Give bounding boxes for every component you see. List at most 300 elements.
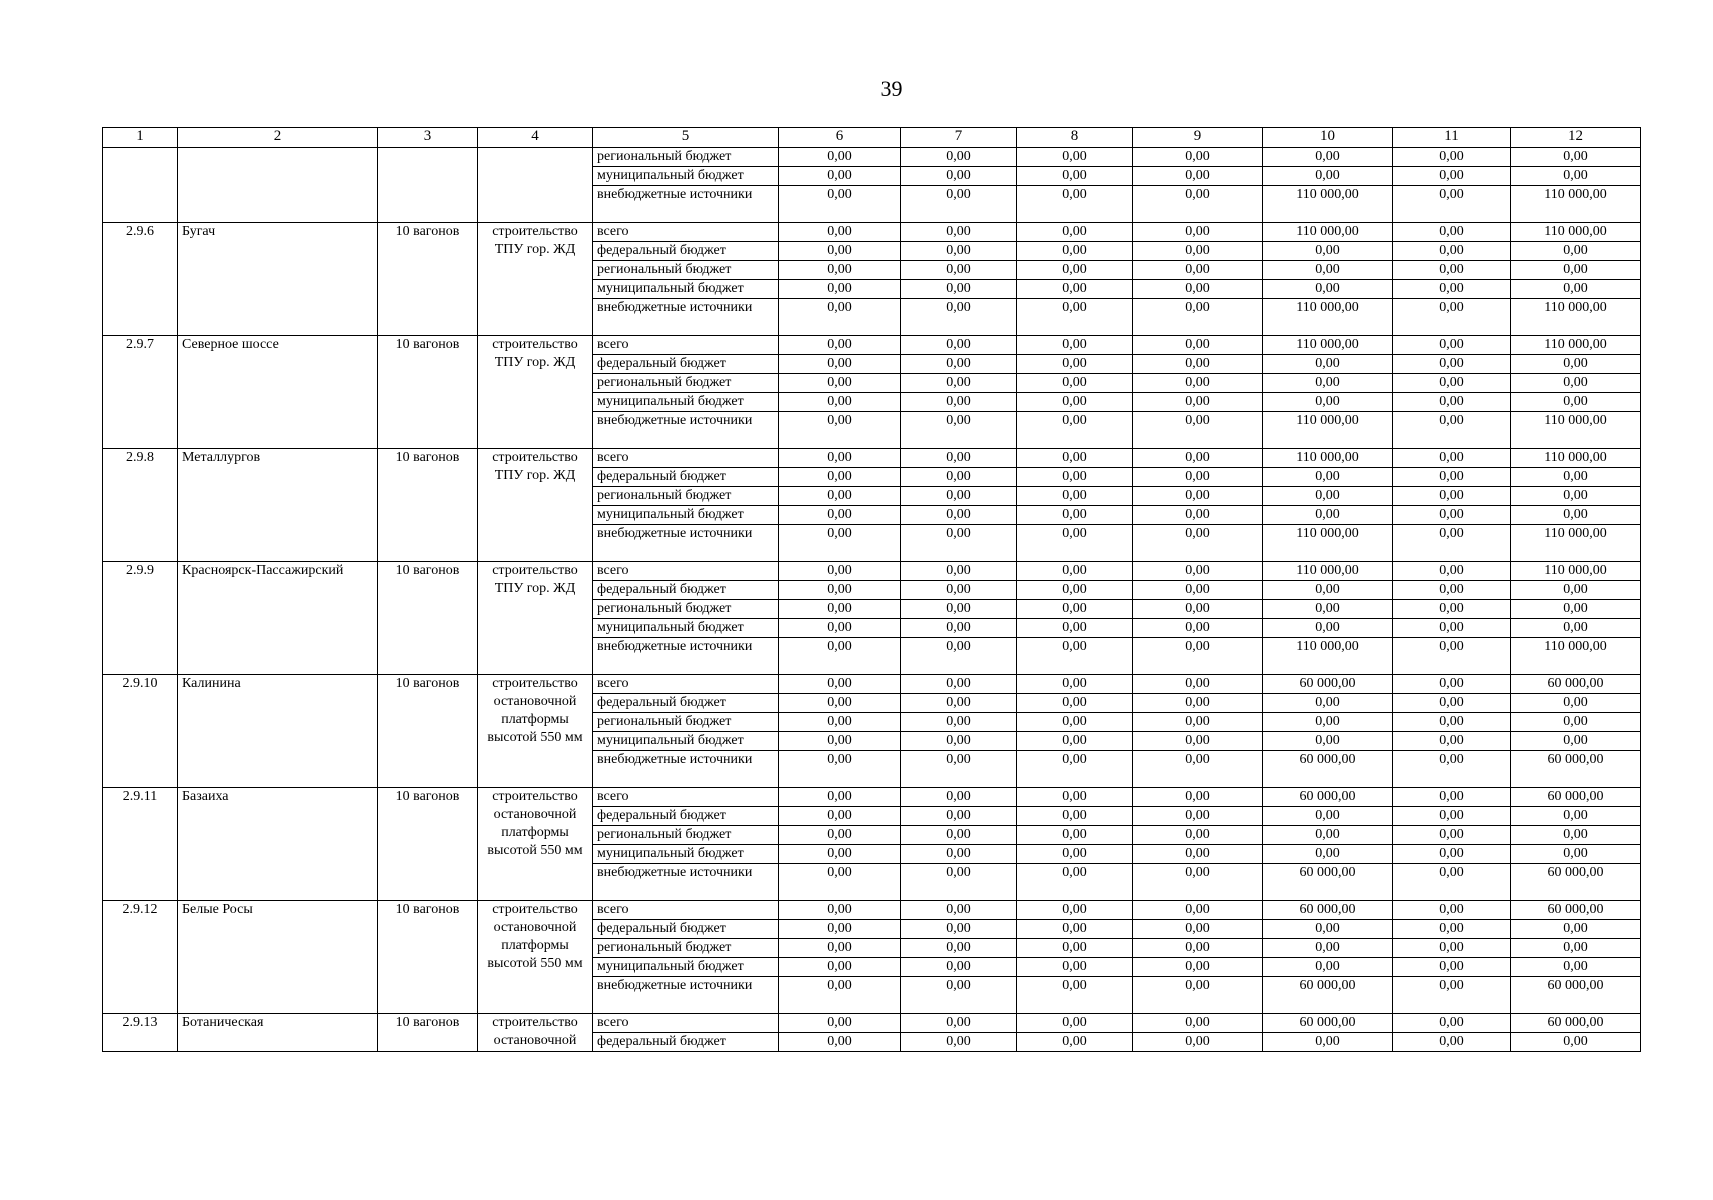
value-cell: 0,00 [779,280,901,299]
value-cell: 0,00 [1393,901,1511,920]
value-cell: 0,00 [1393,619,1511,638]
work-type-cell [478,148,593,223]
value-cell: 0,00 [1133,977,1263,1014]
value-cell: 0,00 [1017,299,1133,336]
col-header: 8 [1017,128,1133,148]
value-cell: 0,00 [1393,694,1511,713]
value-cell: 0,00 [1133,242,1263,261]
value-cell: 0,00 [1133,223,1263,242]
value-cell: 0,00 [1393,675,1511,694]
value-cell: 0,00 [1133,901,1263,920]
value-cell: 0,00 [901,468,1017,487]
value-cell: 0,00 [901,261,1017,280]
value-cell: 0,00 [1133,694,1263,713]
value-cell: 0,00 [901,242,1017,261]
funding-source-cell: всего [593,675,779,694]
station-name-cell [178,148,378,223]
value-cell: 0,00 [1393,958,1511,977]
value-cell: 0,00 [1017,713,1133,732]
station-name-cell: Металлургов [178,449,378,562]
value-cell: 0,00 [1511,920,1641,939]
funding-source-cell: внебюджетные источники [593,412,779,449]
value-cell: 0,00 [1133,562,1263,581]
capacity-cell: 10 вагонов [378,336,478,449]
col-header: 9 [1133,128,1263,148]
value-cell: 110 000,00 [1263,299,1393,336]
value-cell: 0,00 [1393,845,1511,864]
value-cell: 0,00 [1263,393,1393,412]
value-cell: 60 000,00 [1511,864,1641,901]
value-cell: 0,00 [779,355,901,374]
value-cell: 0,00 [1263,468,1393,487]
value-cell: 0,00 [901,280,1017,299]
value-cell: 0,00 [779,167,901,186]
table-row [103,1014,1641,1033]
funding-source-cell: федеральный бюджет [593,242,779,261]
value-cell: 0,00 [779,600,901,619]
value-cell: 0,00 [779,261,901,280]
value-cell: 0,00 [1393,1033,1511,1052]
value-cell: 0,00 [779,1033,901,1052]
funding-source-cell: всего [593,223,779,242]
value-cell: 0,00 [1017,920,1133,939]
value-cell: 0,00 [1263,242,1393,261]
value-cell: 0,00 [1017,977,1133,1014]
value-cell: 0,00 [901,299,1017,336]
value-cell: 0,00 [779,336,901,355]
value-cell: 0,00 [1393,788,1511,807]
value-cell: 0,00 [901,148,1017,167]
budget-table [102,127,1641,1052]
funding-source-cell: всего [593,901,779,920]
value-cell: 0,00 [1393,600,1511,619]
value-cell: 0,00 [1393,732,1511,751]
value-cell: 0,00 [779,525,901,562]
value-cell: 0,00 [901,807,1017,826]
value-cell: 0,00 [1393,449,1511,468]
value-cell: 0,00 [1263,167,1393,186]
value-cell: 0,00 [1393,355,1511,374]
value-cell: 0,00 [1133,186,1263,223]
header-row [103,128,1641,148]
table-row [103,449,1641,468]
value-cell: 0,00 [779,223,901,242]
value-cell: 0,00 [1017,186,1133,223]
value-cell: 0,00 [901,977,1017,1014]
table-row [103,788,1641,807]
value-cell: 0,00 [779,826,901,845]
value-cell: 0,00 [1393,299,1511,336]
value-cell: 0,00 [1511,1033,1641,1052]
work-type-cell: строительство остановочной [478,1014,593,1052]
value-cell: 0,00 [1263,280,1393,299]
value-cell: 0,00 [1393,920,1511,939]
value-cell: 0,00 [1511,939,1641,958]
value-cell: 0,00 [1393,581,1511,600]
value-cell: 0,00 [1017,487,1133,506]
station-name-cell: Калинина [178,675,378,788]
table-row [103,562,1641,581]
value-cell: 0,00 [779,864,901,901]
item-number-cell: 2.9.8 [103,449,178,562]
value-cell: 0,00 [901,186,1017,223]
value-cell: 0,00 [1133,487,1263,506]
value-cell: 0,00 [1017,581,1133,600]
value-cell: 0,00 [779,807,901,826]
value-cell: 0,00 [1393,412,1511,449]
value-cell: 0,00 [1017,864,1133,901]
value-cell: 0,00 [1393,280,1511,299]
value-cell: 0,00 [1017,732,1133,751]
value-cell: 0,00 [901,920,1017,939]
value-cell: 110 000,00 [1511,412,1641,449]
value-cell: 0,00 [901,751,1017,788]
value-cell: 0,00 [779,977,901,1014]
value-cell: 0,00 [1263,600,1393,619]
funding-source-cell: региональный бюджет [593,826,779,845]
value-cell: 0,00 [1133,412,1263,449]
value-cell: 0,00 [779,393,901,412]
value-cell: 110 000,00 [1263,186,1393,223]
table-row [103,336,1641,355]
value-cell: 110 000,00 [1263,336,1393,355]
col-header: 4 [478,128,593,148]
value-cell: 0,00 [779,675,901,694]
value-cell: 0,00 [1133,826,1263,845]
col-header: 6 [779,128,901,148]
value-cell: 0,00 [1133,638,1263,675]
value-cell: 0,00 [901,939,1017,958]
value-cell: 0,00 [1133,807,1263,826]
value-cell: 0,00 [1017,600,1133,619]
value-cell: 60 000,00 [1263,901,1393,920]
value-cell: 0,00 [1017,242,1133,261]
value-cell: 110 000,00 [1511,299,1641,336]
value-cell: 0,00 [901,562,1017,581]
value-cell: 0,00 [901,864,1017,901]
value-cell: 60 000,00 [1511,675,1641,694]
value-cell: 0,00 [779,619,901,638]
value-cell: 0,00 [1017,355,1133,374]
value-cell: 0,00 [1511,826,1641,845]
value-cell: 110 000,00 [1511,186,1641,223]
value-cell: 0,00 [1393,336,1511,355]
funding-source-cell: федеральный бюджет [593,1033,779,1052]
value-cell: 0,00 [1393,562,1511,581]
value-cell: 0,00 [1263,939,1393,958]
value-cell: 0,00 [901,374,1017,393]
funding-source-cell: региональный бюджет [593,374,779,393]
value-cell: 0,00 [1511,374,1641,393]
value-cell: 0,00 [779,751,901,788]
item-number-cell: 2.9.6 [103,223,178,336]
work-type-cell: строительство ТПУ гор. ЖД [478,562,593,675]
value-cell: 0,00 [1133,958,1263,977]
value-cell: 0,00 [1133,751,1263,788]
value-cell: 110 000,00 [1263,525,1393,562]
value-cell: 0,00 [1133,299,1263,336]
value-cell: 0,00 [1133,1014,1263,1033]
work-type-cell: строительство ТПУ гор. ЖД [478,336,593,449]
value-cell: 0,00 [779,374,901,393]
capacity-cell: 10 вагонов [378,901,478,1014]
value-cell: 0,00 [1263,958,1393,977]
value-cell: 0,00 [1393,525,1511,562]
value-cell: 60 000,00 [1263,788,1393,807]
funding-source-cell: муниципальный бюджет [593,958,779,977]
page-number: 39 [880,76,903,101]
value-cell: 0,00 [779,939,901,958]
value-cell: 0,00 [1017,525,1133,562]
value-cell: 0,00 [779,1014,901,1033]
value-cell: 0,00 [1133,864,1263,901]
funding-source-cell: всего [593,1014,779,1033]
item-number-cell: 2.9.9 [103,562,178,675]
value-cell: 0,00 [1017,506,1133,525]
funding-source-cell: федеральный бюджет [593,920,779,939]
value-cell: 0,00 [1133,393,1263,412]
funding-source-cell: региональный бюджет [593,148,779,167]
value-cell: 0,00 [901,581,1017,600]
value-cell: 0,00 [1393,261,1511,280]
item-number-cell: 2.9.13 [103,1014,178,1052]
item-number-cell: 2.9.11 [103,788,178,901]
value-cell: 0,00 [1263,581,1393,600]
value-cell: 110 000,00 [1511,449,1641,468]
funding-source-cell: муниципальный бюджет [593,845,779,864]
value-cell: 0,00 [1133,167,1263,186]
value-cell: 0,00 [1511,487,1641,506]
station-name-cell: Белые Росы [178,901,378,1014]
value-cell: 0,00 [901,675,1017,694]
value-cell: 0,00 [779,299,901,336]
value-cell: 60 000,00 [1511,788,1641,807]
value-cell: 0,00 [1017,675,1133,694]
funding-source-cell: внебюджетные источники [593,186,779,223]
funding-source-cell: внебюджетные источники [593,638,779,675]
value-cell: 0,00 [1511,713,1641,732]
station-name-cell: Красноярск-Пассажирский [178,562,378,675]
station-name-cell: Бугач [178,223,378,336]
value-cell: 0,00 [779,562,901,581]
value-cell: 0,00 [779,694,901,713]
value-cell: 0,00 [1017,807,1133,826]
value-cell: 110 000,00 [1263,412,1393,449]
value-cell: 0,00 [1393,393,1511,412]
item-number-cell: 2.9.10 [103,675,178,788]
item-number-cell: 2.9.7 [103,336,178,449]
value-cell: 0,00 [1393,374,1511,393]
value-cell: 60 000,00 [1263,864,1393,901]
value-cell: 0,00 [779,788,901,807]
value-cell: 0,00 [1393,826,1511,845]
value-cell: 0,00 [901,487,1017,506]
funding-source-cell: муниципальный бюджет [593,619,779,638]
value-cell: 0,00 [1017,939,1133,958]
value-cell: 110 000,00 [1511,638,1641,675]
work-type-cell: строительство остановочной платформы высотой 550 мм [478,675,593,788]
col-header: 7 [901,128,1017,148]
item-number-cell [103,148,178,223]
value-cell: 0,00 [901,619,1017,638]
value-cell: 0,00 [1393,638,1511,675]
value-cell: 0,00 [1393,506,1511,525]
value-cell: 0,00 [1393,186,1511,223]
value-cell: 0,00 [1393,1014,1511,1033]
value-cell: 0,00 [1263,826,1393,845]
value-cell: 0,00 [901,506,1017,525]
value-cell: 0,00 [1133,1033,1263,1052]
value-cell: 0,00 [1017,1033,1133,1052]
value-cell: 0,00 [1017,261,1133,280]
value-cell: 0,00 [901,788,1017,807]
value-cell: 110 000,00 [1511,562,1641,581]
value-cell: 0,00 [1511,355,1641,374]
funding-source-cell: федеральный бюджет [593,694,779,713]
value-cell: 0,00 [1511,506,1641,525]
table-row [103,901,1641,920]
value-cell: 60 000,00 [1511,1014,1641,1033]
value-cell: 0,00 [1263,807,1393,826]
table-row [103,675,1641,694]
funding-source-cell: всего [593,562,779,581]
value-cell: 0,00 [1263,487,1393,506]
value-cell: 0,00 [1133,374,1263,393]
value-cell: 0,00 [901,525,1017,562]
value-cell: 0,00 [1017,845,1133,864]
station-name-cell: Ботаническая [178,1014,378,1052]
value-cell: 0,00 [1133,355,1263,374]
value-cell: 0,00 [901,1033,1017,1052]
value-cell: 0,00 [779,920,901,939]
funding-source-cell: всего [593,449,779,468]
value-cell: 0,00 [901,958,1017,977]
capacity-cell: 10 вагонов [378,788,478,901]
value-cell: 0,00 [1133,261,1263,280]
value-cell: 0,00 [1133,468,1263,487]
value-cell: 0,00 [1511,167,1641,186]
value-cell: 0,00 [1393,713,1511,732]
value-cell: 0,00 [1017,562,1133,581]
funding-source-cell: муниципальный бюджет [593,393,779,412]
col-header: 5 [593,128,779,148]
value-cell: 0,00 [1017,826,1133,845]
item-number-cell: 2.9.12 [103,901,178,1014]
value-cell: 0,00 [1133,336,1263,355]
value-cell: 0,00 [1017,788,1133,807]
value-cell: 0,00 [901,600,1017,619]
value-cell: 0,00 [1133,788,1263,807]
value-cell: 0,00 [1263,694,1393,713]
value-cell: 0,00 [779,242,901,261]
value-cell: 0,00 [1133,148,1263,167]
value-cell: 0,00 [901,732,1017,751]
value-cell: 0,00 [779,713,901,732]
work-type-cell: строительство остановочной платформы высотой 550 мм [478,788,593,901]
value-cell: 110 000,00 [1511,336,1641,355]
value-cell: 0,00 [1511,845,1641,864]
value-cell: 0,00 [1263,261,1393,280]
funding-source-cell: внебюджетные источники [593,751,779,788]
value-cell: 0,00 [901,393,1017,412]
value-cell: 0,00 [1393,242,1511,261]
value-cell: 0,00 [1017,280,1133,299]
value-cell: 0,00 [901,901,1017,920]
value-cell: 0,00 [1263,713,1393,732]
value-cell: 0,00 [1017,148,1133,167]
work-type-cell: строительство ТПУ гор. ЖД [478,223,593,336]
funding-source-cell: всего [593,788,779,807]
funding-source-cell: региональный бюджет [593,487,779,506]
value-cell: 0,00 [1263,845,1393,864]
funding-source-cell: региональный бюджет [593,261,779,280]
capacity-cell: 10 вагонов [378,675,478,788]
station-name-cell: Северное шоссе [178,336,378,449]
value-cell: 0,00 [1511,619,1641,638]
station-name-cell: Базаиха [178,788,378,901]
value-cell: 0,00 [779,487,901,506]
value-cell: 0,00 [1511,468,1641,487]
value-cell: 0,00 [779,901,901,920]
funding-source-cell: федеральный бюджет [593,468,779,487]
funding-source-cell: муниципальный бюджет [593,506,779,525]
funding-source-cell: федеральный бюджет [593,581,779,600]
value-cell: 0,00 [779,845,901,864]
funding-source-cell: федеральный бюджет [593,355,779,374]
funding-source-cell: муниципальный бюджет [593,280,779,299]
col-header: 2 [178,128,378,148]
value-cell: 0,00 [1133,845,1263,864]
value-cell: 0,00 [779,958,901,977]
value-cell: 60 000,00 [1511,977,1641,1014]
value-cell: 0,00 [1017,336,1133,355]
value-cell: 0,00 [901,223,1017,242]
value-cell: 0,00 [901,355,1017,374]
value-cell: 0,00 [1017,468,1133,487]
table-row [103,148,1641,167]
value-cell: 0,00 [1133,449,1263,468]
value-cell: 110 000,00 [1263,638,1393,675]
value-cell: 0,00 [779,506,901,525]
value-cell: 0,00 [901,638,1017,675]
value-cell: 0,00 [901,845,1017,864]
value-cell: 0,00 [901,713,1017,732]
value-cell: 0,00 [1511,732,1641,751]
value-cell: 0,00 [1017,167,1133,186]
value-cell: 0,00 [1263,506,1393,525]
capacity-cell [378,148,478,223]
value-cell: 0,00 [1511,261,1641,280]
value-cell: 0,00 [1017,223,1133,242]
value-cell: 0,00 [1017,694,1133,713]
value-cell: 0,00 [779,468,901,487]
col-header: 3 [378,128,478,148]
funding-source-cell: всего [593,336,779,355]
col-header: 11 [1393,128,1511,148]
value-cell: 0,00 [1017,449,1133,468]
funding-source-cell: внебюджетные источники [593,864,779,901]
value-cell: 0,00 [1017,958,1133,977]
value-cell: 60 000,00 [1511,901,1641,920]
value-cell: 0,00 [1017,751,1133,788]
funding-source-cell: внебюджетные источники [593,525,779,562]
value-cell: 0,00 [1393,977,1511,1014]
value-cell: 0,00 [1133,939,1263,958]
funding-source-cell: региональный бюджет [593,600,779,619]
value-cell: 0,00 [901,336,1017,355]
value-cell: 0,00 [1511,242,1641,261]
value-cell: 0,00 [1133,525,1263,562]
